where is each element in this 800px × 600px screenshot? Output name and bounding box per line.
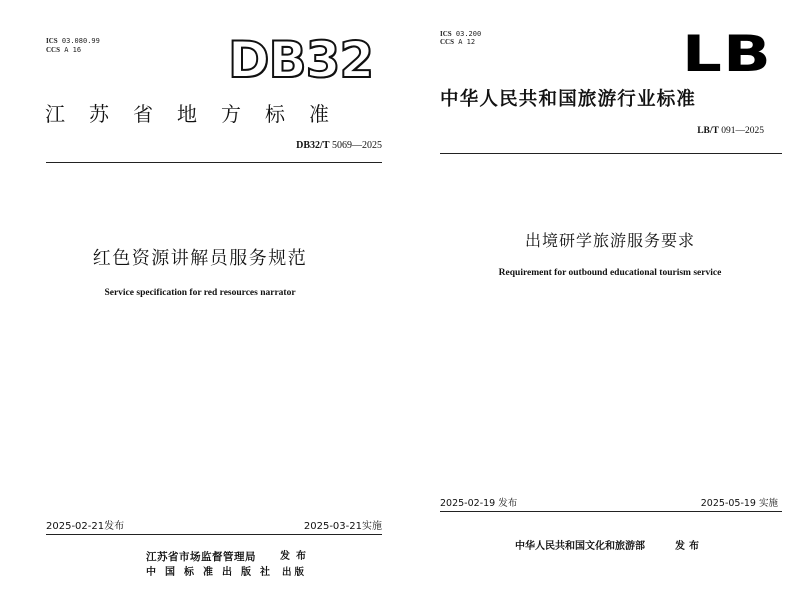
authority-title: 中华人民共和国旅游行业标准 bbox=[440, 89, 697, 110]
issue-date: 2025-02-21发布 bbox=[46, 521, 125, 532]
publisher-name: 中国标准出版社 bbox=[146, 567, 279, 578]
issuer-name: 中华人民共和国文化和旅游部 bbox=[515, 541, 645, 552]
ccs-line: CCS A 12 bbox=[440, 38, 476, 46]
authority-title: 江苏省地方标准 bbox=[45, 102, 353, 126]
ics-line: ICS 03.200 bbox=[440, 30, 482, 38]
footer-rule bbox=[440, 511, 782, 512]
issuer-name: 江苏省市场监督管理局 bbox=[146, 551, 256, 563]
implementation-date: 2025-03-21实施 bbox=[303, 521, 382, 532]
header-rule bbox=[46, 162, 382, 163]
ccs-line: CCS A 16 bbox=[46, 46, 82, 54]
implementation-date: 2025-05-19 实施 bbox=[700, 498, 778, 509]
lb-logo: LB bbox=[682, 25, 772, 83]
standard-number: LB/T 091—2025 bbox=[697, 126, 764, 136]
footer-rule bbox=[46, 534, 382, 535]
db32-logo: DB32 bbox=[228, 31, 374, 89]
lb-standard-cover bbox=[420, 0, 800, 600]
document-title-cn: 红色资源讲解员服务规范 bbox=[92, 248, 308, 269]
standard-number: DB32/T 5069—2025 bbox=[296, 140, 382, 151]
document-title-en: Requirement for outbound educational tourism service bbox=[498, 268, 722, 278]
issuer-action: 发布 bbox=[280, 551, 312, 562]
document-title-cn: 出境研学旅游服务要求 bbox=[524, 231, 695, 250]
page-gap bbox=[404, 0, 416, 600]
publisher-action: 出版 bbox=[282, 567, 308, 578]
document-title-en: Service specification for red resources narrator bbox=[104, 288, 296, 298]
issuer-action: 发布 bbox=[675, 541, 703, 552]
ics-line: ICS 03.080.99 bbox=[46, 37, 100, 45]
header-rule bbox=[440, 153, 782, 154]
issue-date: 2025-02-19 发布 bbox=[440, 498, 518, 509]
